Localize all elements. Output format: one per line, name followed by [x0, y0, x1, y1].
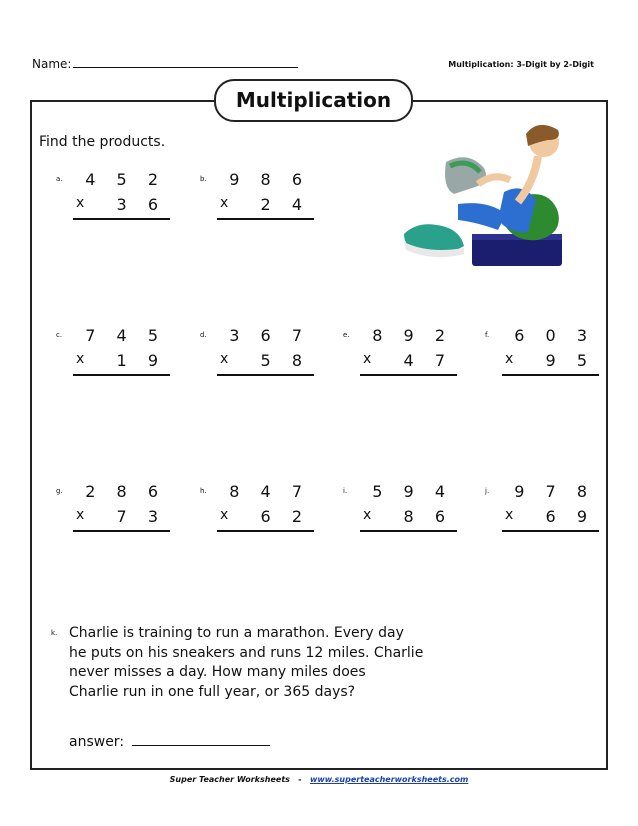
- multiplier: 9 5: [545, 351, 595, 370]
- problem-label: g.: [56, 487, 63, 495]
- multiplier: 3 6: [116, 195, 166, 214]
- problem-d: [200, 326, 310, 392]
- name-label: Name:: [32, 57, 72, 71]
- word-problem-line: he puts on his sneakers and runs 12 miles. Charlie: [69, 644, 424, 661]
- answer-rule: [502, 530, 599, 532]
- answer-field: [69, 733, 270, 750]
- times-sign: x: [76, 351, 85, 367]
- problem-label: b.: [200, 175, 207, 183]
- multiplicand: 5 9 4: [372, 482, 453, 501]
- times-sign: x: [220, 195, 229, 211]
- problem-f: [485, 326, 595, 392]
- multiplier: 1 9: [116, 351, 166, 370]
- multiplicand: 9 8 6: [229, 170, 310, 189]
- times-sign: x: [505, 351, 514, 367]
- multiplicand: 7 4 5: [85, 326, 166, 345]
- answer-label: answer:: [69, 734, 125, 750]
- problem-label: i.: [343, 487, 348, 495]
- multiplier: 2 4: [260, 195, 310, 214]
- answer-blank-line[interactable]: [132, 733, 270, 746]
- problem-label: a.: [56, 175, 63, 183]
- multiplier: 8 6: [403, 507, 453, 526]
- word-problem-line: Charlie run in one full year, or 365 days?: [69, 683, 356, 700]
- multiplier: 7 3: [116, 507, 166, 526]
- problem-label: c.: [56, 331, 63, 339]
- answer-rule: [217, 374, 314, 376]
- answer-rule: [73, 218, 170, 220]
- multiplicand: 6 0 3: [514, 326, 595, 345]
- multiplicand: 9 7 8: [514, 482, 595, 501]
- problem-label: f.: [485, 331, 490, 339]
- answer-rule: [73, 530, 170, 532]
- word-problem-text: [69, 624, 429, 702]
- multiplicand: 8 9 2: [372, 326, 453, 345]
- multiplicand: 2 8 6: [85, 482, 166, 501]
- word-problem-label: k.: [51, 629, 58, 637]
- problem-label: j.: [485, 487, 490, 495]
- problem-e: [343, 326, 453, 392]
- footer-separator: -: [298, 775, 302, 784]
- multiplier: 5 8: [260, 351, 310, 370]
- multiplier: 4 7: [403, 351, 453, 370]
- worksheet-subtitle: Multiplication: 3-Digit by 2-Digit: [448, 60, 594, 69]
- times-sign: x: [220, 507, 229, 523]
- multiplier: 6 9: [545, 507, 595, 526]
- answer-rule: [360, 374, 457, 376]
- problem-label: e.: [343, 331, 350, 339]
- times-sign: x: [220, 351, 229, 367]
- answer-rule: [73, 374, 170, 376]
- name-field: [32, 57, 298, 71]
- times-sign: x: [363, 507, 372, 523]
- answer-rule: [217, 530, 314, 532]
- times-sign: x: [505, 507, 514, 523]
- boy-tying-sneaker-icon: [398, 122, 576, 274]
- footer-link[interactable]: www.superteacherworksheets.com: [309, 775, 469, 784]
- times-sign: x: [76, 195, 85, 211]
- word-problem-line: Charlie is training to run a marathon. Every day: [69, 625, 404, 641]
- footer: [0, 775, 638, 784]
- multiplicand: 8 4 7: [229, 482, 310, 501]
- footer-brand: Super Teacher Worksheets: [169, 775, 290, 784]
- multiplier: 6 2: [260, 507, 310, 526]
- times-sign: x: [363, 351, 372, 367]
- problem-b: [200, 170, 310, 236]
- problem-label: h.: [200, 487, 207, 495]
- problem-label: d.: [200, 331, 207, 339]
- name-blank-line[interactable]: [73, 57, 298, 68]
- multiplicand: 3 6 7: [229, 326, 310, 345]
- times-sign: x: [76, 507, 85, 523]
- problem-h: [200, 482, 310, 548]
- problem-c: [56, 326, 166, 392]
- page-title: Multiplication: [214, 79, 413, 122]
- problem-j: [485, 482, 595, 548]
- instructions: Find the products.: [39, 134, 166, 150]
- answer-rule: [360, 530, 457, 532]
- answer-rule: [217, 218, 314, 220]
- problem-a: [56, 170, 166, 236]
- problem-i: [343, 482, 453, 548]
- word-problem-line: never misses a day. How many miles does: [69, 664, 366, 680]
- answer-rule: [502, 374, 599, 376]
- problem-g: [56, 482, 166, 548]
- multiplicand: 4 5 2: [85, 170, 166, 189]
